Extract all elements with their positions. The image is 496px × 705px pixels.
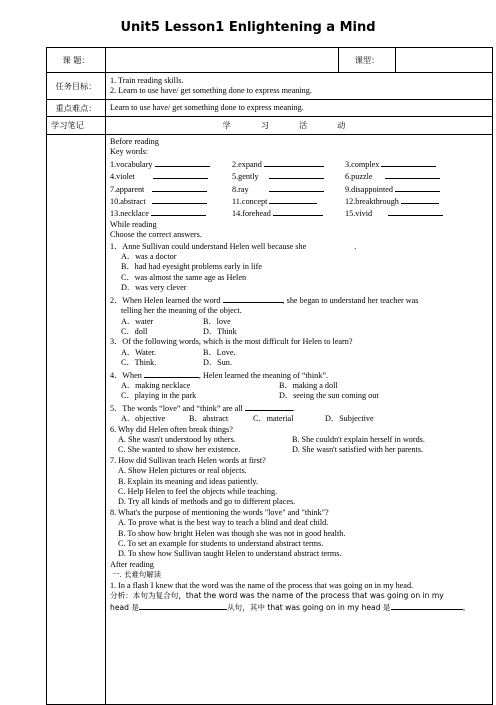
- option[interactable]: C. To set an example for students to understand abstract terms.: [118, 539, 324, 549]
- long-sentence: 1. In a flash I knew that the word was the name of the process that was going on in my head.: [110, 580, 414, 590]
- option[interactable]: D. To show how Sullivan taught Helen to understand abstract terms.: [118, 549, 342, 559]
- topic-label: 课 题：: [47, 48, 106, 73]
- answer-blank[interactable]: [144, 369, 199, 378]
- vocab-item[interactable]: 7.apparent: [110, 183, 232, 195]
- vocab-item[interactable]: 9.disappointed: [345, 183, 456, 195]
- vocab-item[interactable]: 8.ray: [232, 183, 345, 195]
- question-7: 7. How did Sullivan teach Helen words at first?: [110, 455, 266, 465]
- option[interactable]: A．making necklace: [121, 380, 191, 390]
- option[interactable]: C．doll: [121, 326, 148, 336]
- options-row: [110, 358, 488, 368]
- options-row: [110, 414, 488, 424]
- options-row: [110, 445, 488, 455]
- options-row: [110, 435, 488, 445]
- content-row: [47, 135, 493, 705]
- type-value[interactable]: [396, 48, 493, 73]
- option[interactable]: D. Try all kinds of methods and go to different places.: [118, 497, 296, 507]
- question-4: 4．When , Helen learned the meaning of “think”.: [110, 370, 329, 380]
- question-5: 5．The words “love” and “think” are all .: [110, 403, 295, 413]
- notes-row: [47, 117, 493, 135]
- after-reading-heading: After reading: [110, 559, 154, 569]
- options-row: [110, 317, 488, 327]
- vocab-item[interactable]: 2.expand: [232, 158, 345, 170]
- options-row: [110, 381, 488, 391]
- option[interactable]: A．was a doctor: [121, 252, 177, 262]
- option[interactable]: C．playing in the park: [121, 391, 197, 401]
- lesson-table: [46, 47, 493, 705]
- question-8: 8. What's the purpose of mentioning the words "love" and "think"?: [110, 507, 329, 517]
- goal-2: 2. Learn to use have/ get something done to express meaning.: [110, 86, 312, 95]
- vocab-item[interactable]: 5.gently: [232, 170, 345, 182]
- option[interactable]: C. She wanted to show her existence.: [118, 445, 241, 455]
- answer-blank[interactable]: [306, 241, 354, 249]
- analysis-line-1: 分析：本句为复合句，that the word was the name of the process that was going on in my: [110, 591, 444, 601]
- option[interactable]: C．material: [253, 414, 294, 424]
- study-label: 学习活动: [106, 117, 493, 135]
- vocab-item[interactable]: 11.concept: [232, 195, 345, 207]
- type-label: 课型：: [339, 48, 396, 73]
- option[interactable]: A．objective: [121, 414, 166, 424]
- goal-cell: [106, 73, 493, 100]
- while-reading-heading: While reading: [110, 219, 157, 229]
- vocab-item[interactable]: 14.forehead: [232, 207, 345, 219]
- option[interactable]: B．Love.: [203, 347, 236, 357]
- answer-blank[interactable]: [139, 601, 227, 610]
- option[interactable]: D．seeing the sun coming out: [279, 391, 379, 401]
- before-reading-heading: Before reading: [110, 137, 159, 146]
- vocabulary-grid: [110, 158, 488, 220]
- option[interactable]: C. Help Helen to feel the objects while teaching.: [118, 487, 278, 496]
- vocab-item[interactable]: 15.vivid: [345, 207, 456, 219]
- goal-row: [47, 73, 493, 100]
- answer-blank[interactable]: [245, 402, 293, 411]
- option[interactable]: A. Show Helen pictures or real objects.: [118, 466, 247, 476]
- question-3: 3．Of the following words, which is the most difficult for Helen to learn?: [110, 337, 353, 347]
- option[interactable]: B．making a doll: [279, 380, 338, 390]
- option[interactable]: A. To prove what is the best way to teach a blind and deaf child.: [118, 518, 329, 528]
- key-words-label: Key words:: [110, 147, 148, 157]
- option[interactable]: A．Water.: [121, 347, 157, 357]
- page-title: Unit5 Lesson1 Enlightening a Mind: [120, 20, 376, 35]
- option[interactable]: B．had had eyesight problems early in life: [121, 262, 262, 272]
- vocab-item[interactable]: 3.complex: [345, 158, 456, 170]
- option[interactable]: C．was almost the same age as Helen: [121, 272, 247, 282]
- option[interactable]: C．Think.: [121, 358, 157, 368]
- question-2: 2．When Helen learned the word , she began to understand her teacher was: [110, 295, 419, 305]
- options-row: [110, 327, 488, 337]
- vocab-item[interactable]: 1.vocabulary: [110, 158, 232, 170]
- notes-label: 学习笔记: [47, 117, 106, 135]
- vocab-item[interactable]: 13.necklace: [110, 207, 232, 219]
- options-row: [110, 348, 488, 358]
- key-row: [47, 100, 493, 117]
- instruction: Choose the correct answers.: [110, 230, 202, 240]
- option[interactable]: D．Think: [203, 326, 237, 336]
- vocab-item[interactable]: 10.abstract: [110, 195, 232, 207]
- question-2-cont: telling her the meaning of the object.: [121, 306, 242, 316]
- option[interactable]: D．was very clever: [121, 283, 187, 293]
- option[interactable]: A．water: [121, 316, 154, 326]
- notes-column[interactable]: [47, 135, 106, 705]
- goal-label: 任务目标：: [47, 73, 106, 100]
- key-text: Learn to use have/ get something done to express meaning.: [106, 100, 493, 117]
- option[interactable]: B. Explain its meaning and ideas patiently.: [118, 476, 258, 486]
- option[interactable]: B. She couldn't explain herself in words.: [292, 434, 425, 444]
- goal-1: 1. Train reading skills.: [110, 75, 184, 85]
- question-1: 1．Anne Sullivan could understand Helen well because she .: [110, 241, 357, 251]
- topic-row: [47, 48, 493, 73]
- vocab-item[interactable]: 6.puzzle: [345, 170, 456, 182]
- key-label: 重点难点：: [47, 100, 106, 117]
- analysis-line-2: head 是 从句，其中 that was going on in my head 是 。: [110, 603, 471, 613]
- option[interactable]: B. To show how bright Helen was though she was not in good health.: [118, 528, 346, 538]
- question-6: 6. Why did Helen often break things?: [110, 424, 233, 434]
- options-row: [110, 391, 488, 401]
- option[interactable]: D．Sun.: [203, 358, 232, 368]
- vocab-item[interactable]: 12.breakthrough: [345, 195, 456, 207]
- option[interactable]: D．Subjective: [325, 414, 374, 424]
- option[interactable]: A. She wasn't understood by others.: [118, 434, 236, 444]
- section-heading: 一. 长难句解读: [112, 570, 162, 580]
- vocab-item[interactable]: 4.violet: [110, 170, 232, 182]
- option[interactable]: D. She wasn't satisfied with her parents.: [292, 445, 424, 455]
- topic-value[interactable]: [106, 48, 339, 73]
- option[interactable]: B．love: [203, 316, 231, 326]
- option[interactable]: B．abstract: [189, 414, 229, 424]
- answer-blank[interactable]: [391, 601, 463, 610]
- content-cell: [106, 135, 493, 705]
- answer-blank[interactable]: [223, 294, 283, 303]
